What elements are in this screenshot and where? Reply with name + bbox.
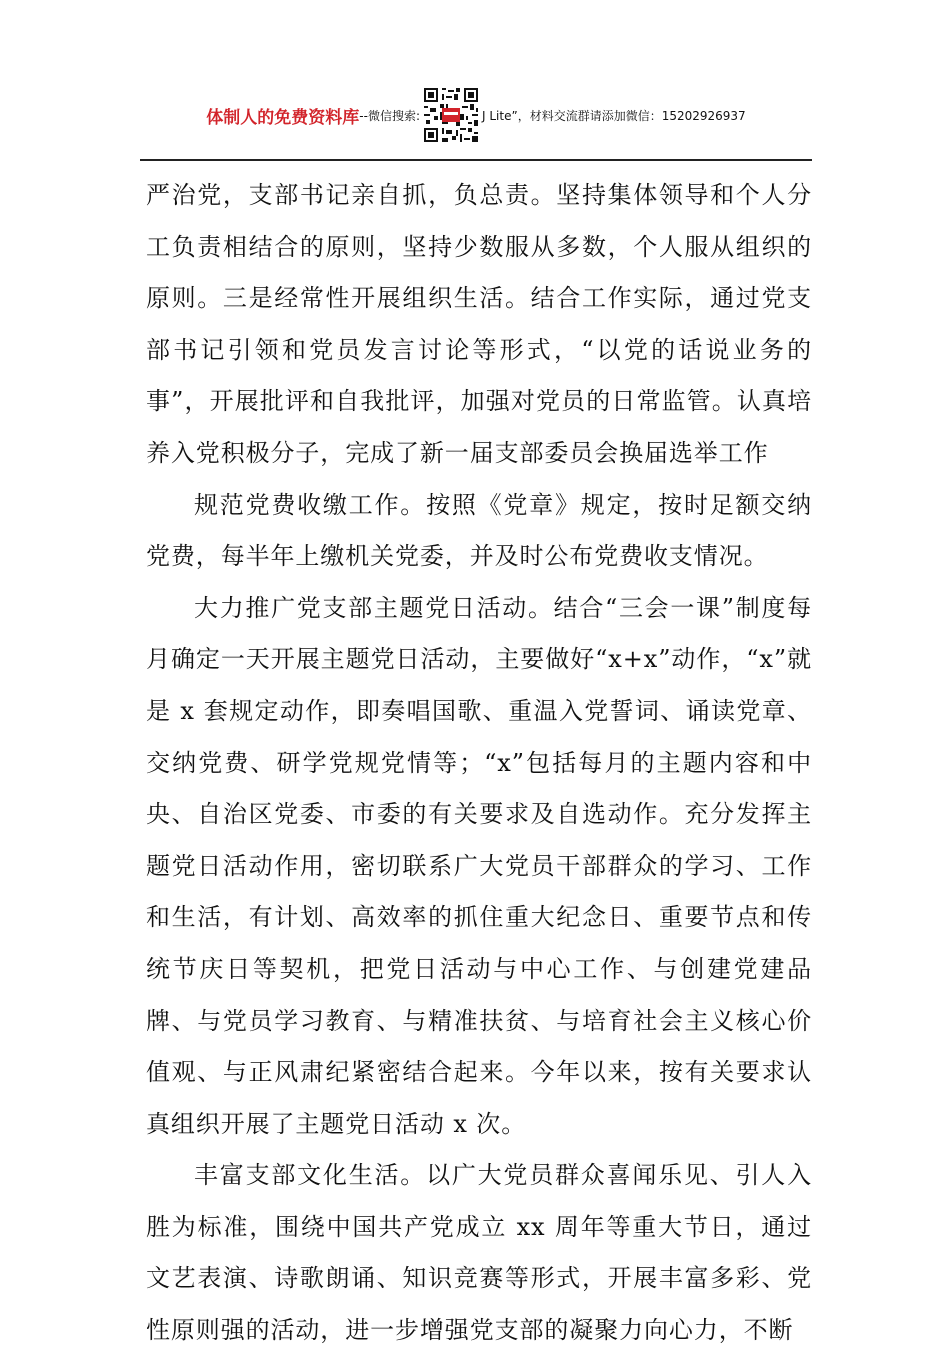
header-search-prefix: --微信搜索: [359, 108, 421, 123]
qr-code-icon [422, 86, 480, 144]
paragraph-4: 丰富支部文化生活。以广大党员群众喜闻乐见、引人入胜为标准，围绕中国共产党成立 xx 周年等重大节日，通过文艺表演、诗歌朗诵、知识竞赛等形式，开展丰富多彩、党性原则强的活动，进一步增强党支部的凝聚力向心力，不断 [146, 1161, 812, 1345]
brand-title: 体制人的免费资料库 [206, 107, 360, 128]
header-divider [140, 159, 812, 161]
page-header [140, 82, 812, 148]
document-body [146, 170, 812, 1357]
paragraph-1: 严治党，支部书记亲自抓，负总责。坚持集体领导和个人分工负责相结合的原则，坚持少数服从多数，个人服从组织的原则。三是经常性开展组织生活。结合工作实际，通过党支部书记引领和党员发言讨论等形式，“以党的话说业务的事”，开展批评和自我批评，加强对党员的日常监管。认真培养入党积极分子，完成了新一届支部委员会换届选举工作 [146, 181, 812, 467]
header-contact-info: J Lite”，材料交流群请添加微信：15202926937 [482, 108, 746, 123]
paragraph-2: 规范党费收缴工作。按照《党章》规定，按时足额交纳党费，每半年上缴机关党委，并及时公布党费收支情况。 [146, 490, 812, 571]
paragraph-3: 大力推广党支部主题党日活动。结合“三会一课”制度每月确定一天开展主题党日活动，主要做好“x+x”动作，“x”就是 x 套规定动作，即奏唱国歌、重温入党誓词、诵读党章、交纳党费、研学党规党情等；“x”包括每月的主题内容和中央、自治区党委、市委的有关要求及自选动作。充分发挥主题党日活动作用，密切联系广大党员干部群众的学习、工作和生活，有计划、高效率的抓住重大纪念日、重要节点和传统节庆日等契机，把党日活动与中心工作、与创建党建品牌、与党员学习教育、与精准扶贫、与培育社会主义核心价值观、与正风肃纪紧密结合起来。今年以来，按有关要求认真组织开展了主题党日活动 x 次。 [146, 593, 812, 1138]
